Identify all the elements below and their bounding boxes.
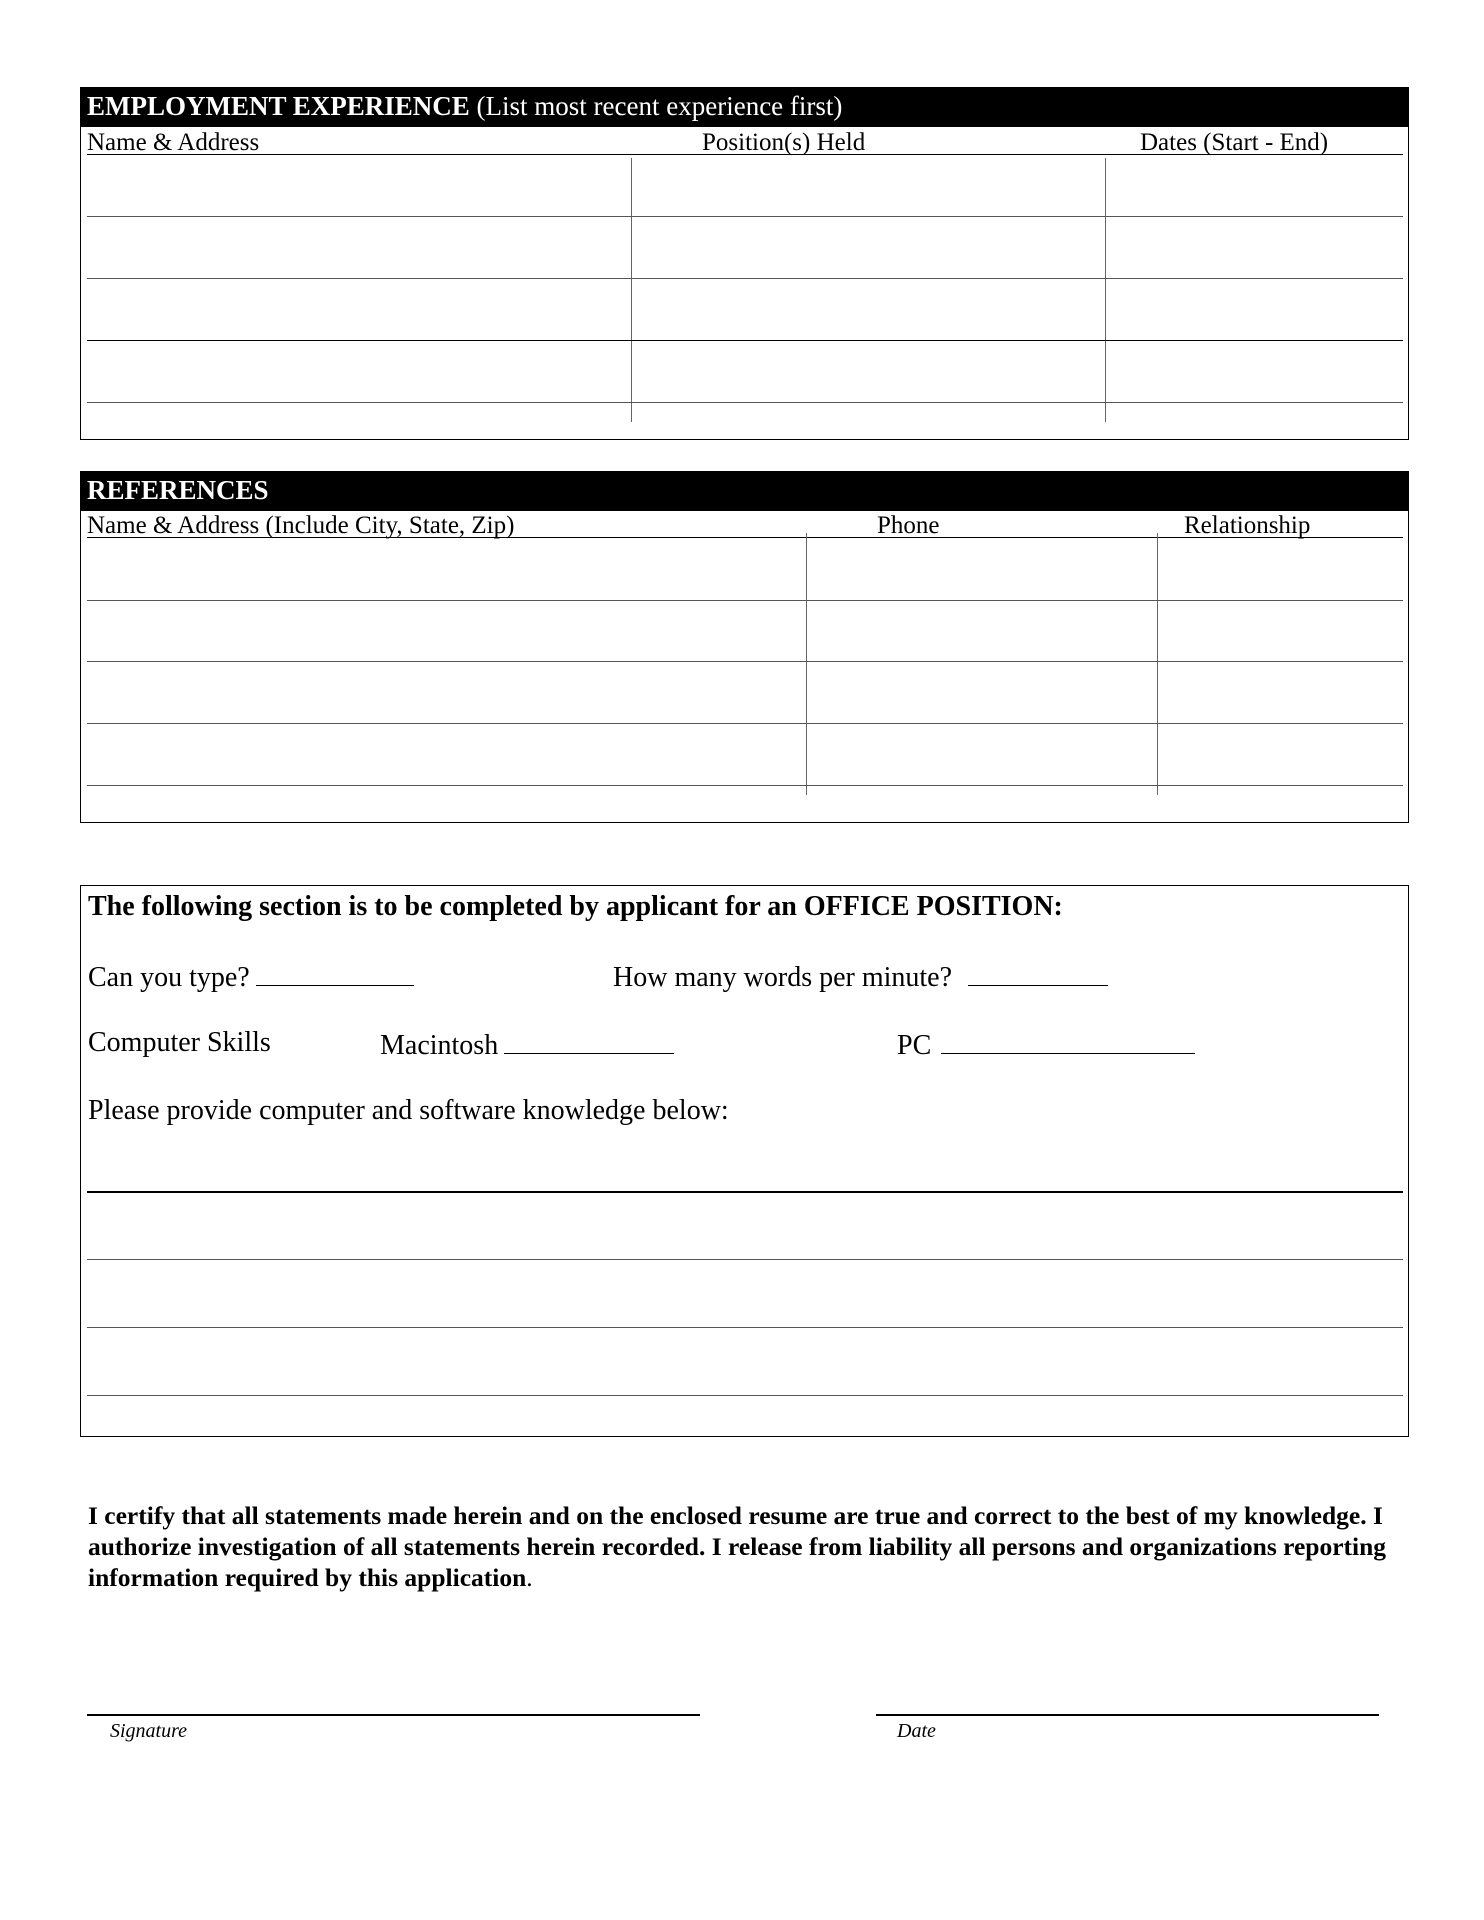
references-row-line[interactable] <box>87 661 1403 662</box>
date-label: Date <box>897 1720 936 1742</box>
can-type-label: Can you type? <box>88 962 250 993</box>
macintosh-field <box>380 1027 674 1062</box>
signature-line[interactable] <box>87 1714 700 1716</box>
macintosh-input[interactable] <box>504 1027 674 1054</box>
office-heading: The following section is to be completed by applicant for an OFFICE POSITION: <box>88 891 1063 922</box>
references-header-underline <box>87 537 1403 538</box>
date-line[interactable] <box>876 1714 1379 1716</box>
certification-statement <box>88 1500 1408 1593</box>
references-header-bar <box>80 471 1409 511</box>
pc-input[interactable] <box>941 1027 1195 1054</box>
references-col-name: Name & Address (Include City, State, Zip) <box>87 512 515 539</box>
certification-text: I certify that all statements made herein and on the enclosed resume are true and correct to the best of my knowledge. I authorize investigation of all statements herein recorded. I release from liability all persons and organizations reporting information required by this application <box>88 1501 1387 1592</box>
signature-label: Signature <box>110 1720 188 1742</box>
references-row-line[interactable] <box>87 723 1403 724</box>
pc-field <box>897 1027 1195 1062</box>
can-type-field <box>88 959 414 994</box>
employment-subtitle: (List most recent experience first) <box>476 91 843 121</box>
knowledge-line[interactable] <box>87 1395 1403 1396</box>
knowledge-line[interactable] <box>87 1327 1403 1328</box>
references-col-relationship: Relationship <box>1184 512 1311 539</box>
employment-header-underline <box>87 154 1403 155</box>
macintosh-label: Macintosh <box>380 1030 499 1061</box>
employment-col-divider-1 <box>631 158 632 422</box>
employment-col-name: Name & Address <box>87 129 260 156</box>
references-title: REFERENCES <box>87 475 269 505</box>
references-col-divider-2 <box>1157 533 1158 795</box>
wpm-field <box>613 959 1108 994</box>
references-col-phone: Phone <box>877 512 940 539</box>
employment-col-divider-2 <box>1105 158 1106 422</box>
knowledge-line[interactable] <box>87 1191 1403 1193</box>
wpm-label: How many words per minute? <box>613 962 953 993</box>
employment-header-bar <box>80 87 1409 127</box>
knowledge-line[interactable] <box>87 1259 1403 1260</box>
employment-col-position: Position(s) Held <box>702 129 866 156</box>
certification-period: . <box>526 1563 533 1592</box>
computer-skills-label: Computer Skills <box>88 1027 271 1058</box>
can-type-input[interactable] <box>256 959 414 986</box>
pc-label: PC <box>897 1030 932 1061</box>
employment-row-line[interactable] <box>87 340 1403 341</box>
employment-row-line[interactable] <box>87 402 1403 403</box>
employment-col-dates: Dates (Start - End) <box>1140 129 1329 156</box>
references-col-divider-1 <box>806 533 807 795</box>
wpm-input[interactable] <box>968 959 1108 986</box>
references-row-line[interactable] <box>87 785 1403 786</box>
employment-row-line[interactable] <box>87 216 1403 217</box>
employment-title: EMPLOYMENT EXPERIENCE <box>87 91 470 121</box>
knowledge-label: Please provide computer and software knowledge below: <box>88 1095 729 1126</box>
employment-row-line[interactable] <box>87 278 1403 279</box>
references-row-line[interactable] <box>87 600 1403 601</box>
